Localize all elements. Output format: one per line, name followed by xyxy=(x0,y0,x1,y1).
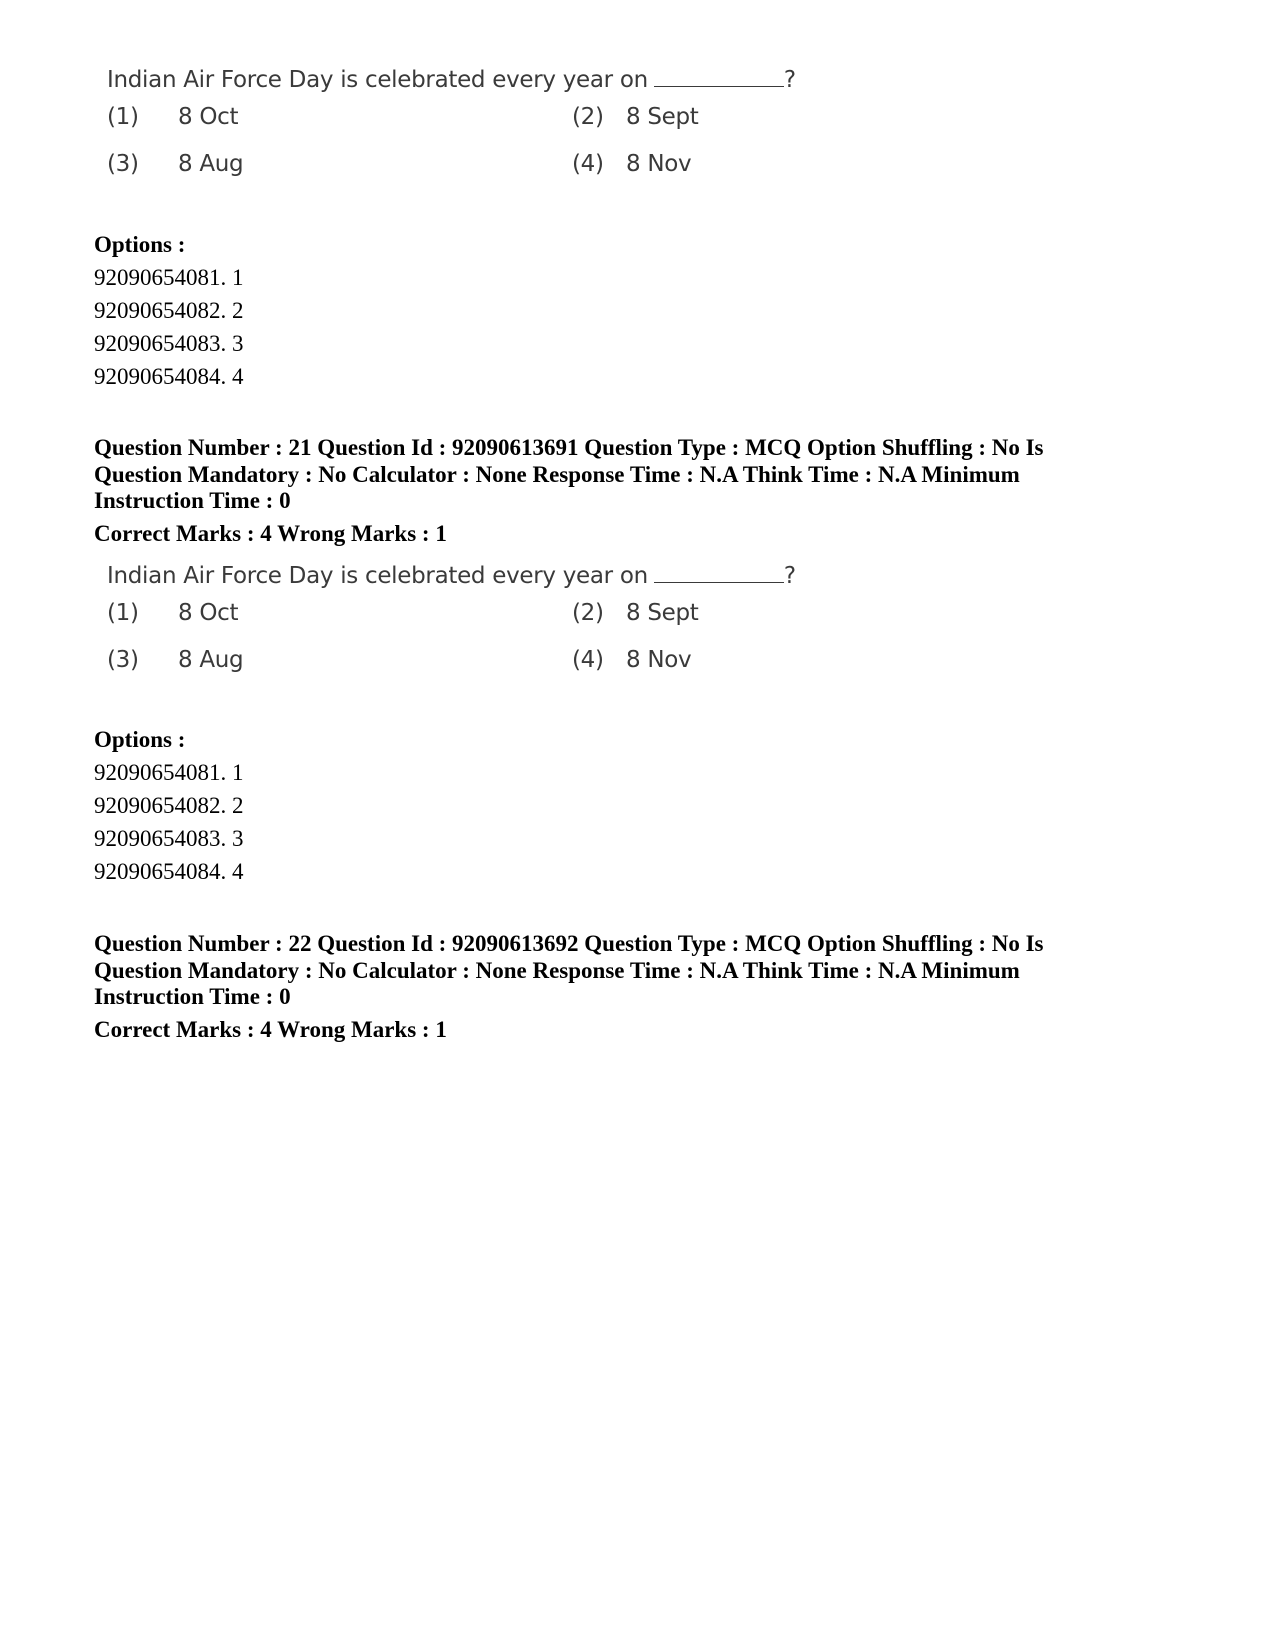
question-meta-21 xyxy=(94,435,1094,515)
meta-line: Question Number : 21 Question Id : 92090613691 Question Type : MCQ Option Shuffling : No Is xyxy=(94,435,1044,460)
choice-row-2 xyxy=(107,151,827,198)
options-label: Options : xyxy=(94,727,186,752)
choice-number: (3) xyxy=(107,647,139,673)
question-marks-21 xyxy=(94,521,1094,547)
option-line: 92090654082. 2 xyxy=(94,793,244,818)
meta-line: Question Mandatory : No Calculator : None Response Time : N.A Think Time : N.A Minimum xyxy=(94,957,1020,983)
option-line: 92090654082. 2 xyxy=(94,298,244,323)
choice-row-1 xyxy=(107,104,827,151)
question-meta-22 xyxy=(94,931,1094,1011)
option-line: 92090654083. 3 xyxy=(94,331,244,356)
meta-line: Question Number : 22 Question Id : 92090613692 Question Type : MCQ Option Shuffling : No Is xyxy=(94,931,1044,956)
question-text xyxy=(107,64,827,104)
choice-number: (2) xyxy=(572,600,604,626)
question-marks-22 xyxy=(94,1017,1094,1043)
choice-text: 8 Sept xyxy=(626,600,699,626)
answer-blank xyxy=(654,64,784,87)
choice-row-2 xyxy=(107,647,827,694)
option-line: 92090654083. 3 xyxy=(94,826,244,851)
choice-number: (1) xyxy=(107,104,139,130)
choice-text: 8 Sept xyxy=(626,104,699,130)
question-text-content: Indian Air Force Day is celebrated every year on xyxy=(107,67,648,93)
meta-line: Instruction Time : 0 xyxy=(94,984,291,1009)
choice-number: (4) xyxy=(572,151,604,177)
question-mark: ? xyxy=(783,563,796,589)
marks-line: Correct Marks : 4 Wrong Marks : 1 xyxy=(94,1017,447,1042)
option-line: 92090654081. 1 xyxy=(94,265,244,290)
choice-text: 8 Nov xyxy=(626,151,692,177)
choice-text: 8 Aug xyxy=(178,151,244,177)
question-image-21 xyxy=(107,560,827,694)
options-label: Options : xyxy=(94,232,186,257)
meta-line: Question Mandatory : No Calculator : None Response Time : N.A Think Time : N.A Minimum xyxy=(94,461,1020,487)
options-section-1 xyxy=(94,228,1094,393)
choice-number: (1) xyxy=(107,600,139,626)
question-mark: ? xyxy=(783,67,796,93)
answer-blank xyxy=(654,560,784,583)
question-text-content: Indian Air Force Day is celebrated every year on xyxy=(107,563,648,589)
choice-row-1 xyxy=(107,600,827,647)
choice-text: 8 Nov xyxy=(626,647,692,673)
option-line: 92090654081. 1 xyxy=(94,760,244,785)
choice-number: (2) xyxy=(572,104,604,130)
question-text xyxy=(107,560,827,600)
marks-line: Correct Marks : 4 Wrong Marks : 1 xyxy=(94,521,447,546)
choice-number: (3) xyxy=(107,151,139,177)
choice-text: 8 Oct xyxy=(178,104,239,130)
options-section-21 xyxy=(94,723,1094,888)
choice-text: 8 Oct xyxy=(178,600,239,626)
choice-text: 8 Aug xyxy=(178,647,244,673)
option-line: 92090654084. 4 xyxy=(94,859,244,884)
meta-line: Instruction Time : 0 xyxy=(94,488,291,513)
choice-number: (4) xyxy=(572,647,604,673)
question-image-1 xyxy=(107,64,827,198)
option-line: 92090654084. 4 xyxy=(94,364,244,389)
